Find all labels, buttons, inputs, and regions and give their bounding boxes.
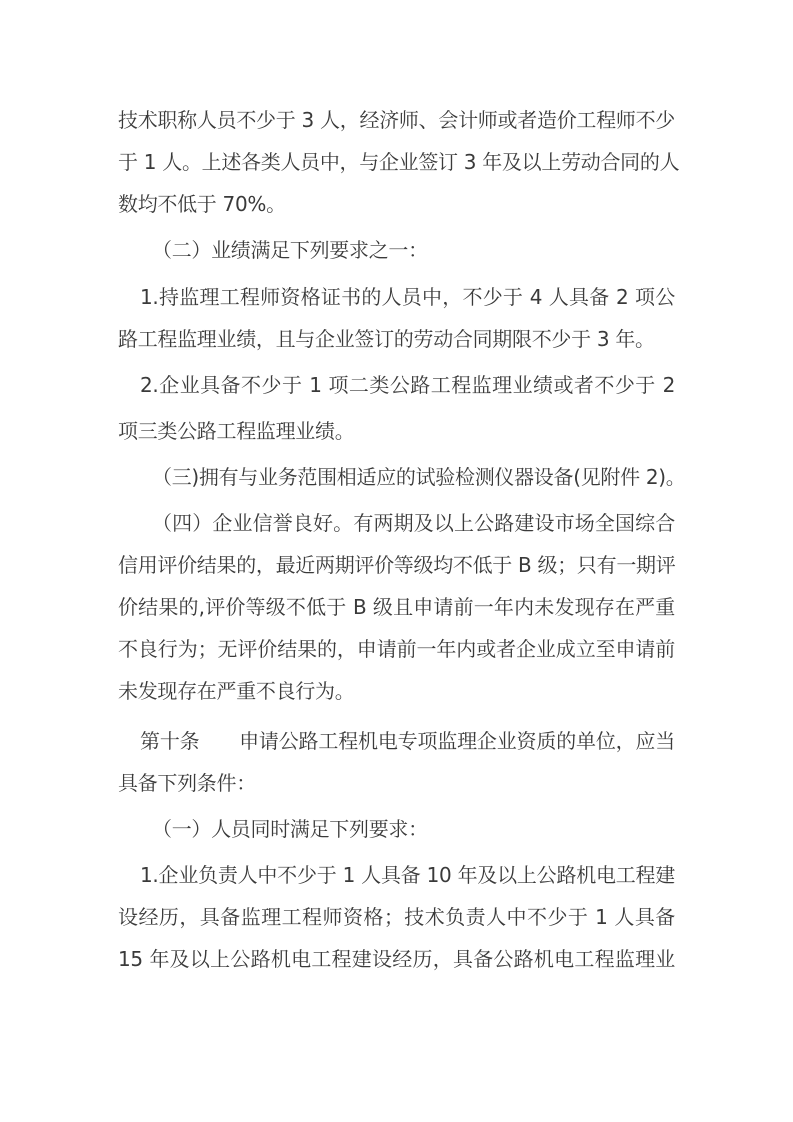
text-line: 项三类公路工程监理业绩。	[118, 419, 355, 443]
section-heading: （一）人员同时满足下列要求：	[152, 817, 428, 841]
text-line: （四）企业信誉良好。有两期及以上公路建设市场全国综合	[152, 511, 675, 535]
text-line: 于 1 人。上述各类人员中，与企业签订 3 年及以上劳动合同的人	[118, 150, 680, 174]
text-line: 未发现存在严重不良行为。	[118, 679, 355, 703]
section-heading: （三)拥有与业务范围相适应的试验检测仪器设备(见附件 2)。	[152, 465, 686, 489]
text-line: 数均不低于 70%。	[118, 192, 286, 216]
article-heading: 第十条 申请公路工程机电专项监理企业资质的单位，应当	[140, 729, 675, 753]
text-line: 1.企业负责人中不少于 1 人具备 10 年及以上公路机电工程建	[140, 863, 675, 887]
text-line: 1.持监理工程师资格证书的人员中，不少于 4 人具备 2 项公	[140, 285, 675, 309]
text-line: 不良行为；无评价结果的，申请前一年内或者企业成立至申请前	[118, 637, 675, 661]
text-line: 价结果的,评价等级不低于 B 级且申请前一年内未发现存在严重	[118, 595, 675, 619]
text-line: 15 年及以上公路机电工程建设经历，具备公路机电工程监理业	[118, 947, 675, 971]
text-line: 具备下列条件：	[118, 771, 256, 795]
text-line: 信用评价结果的，最近两期评价等级均不低于 B 级；只有一期评	[118, 553, 676, 577]
text-line: 2.企业具备不少于 1 项二类公路工程监理业绩或者不少于 2	[140, 373, 675, 397]
text-line: 技术职称人员不少于 3 人，经济师、会计师或者造价工程师不少	[118, 108, 675, 132]
text-line: 设经历，具备监理工程师资格；技术负责人中不少于 1 人具备	[118, 905, 675, 929]
section-heading: （二）业绩满足下列要求之一：	[152, 238, 428, 262]
text-line: 路工程监理业绩，且与企业签订的劳动合同期限不少于 3 年。	[118, 327, 655, 351]
